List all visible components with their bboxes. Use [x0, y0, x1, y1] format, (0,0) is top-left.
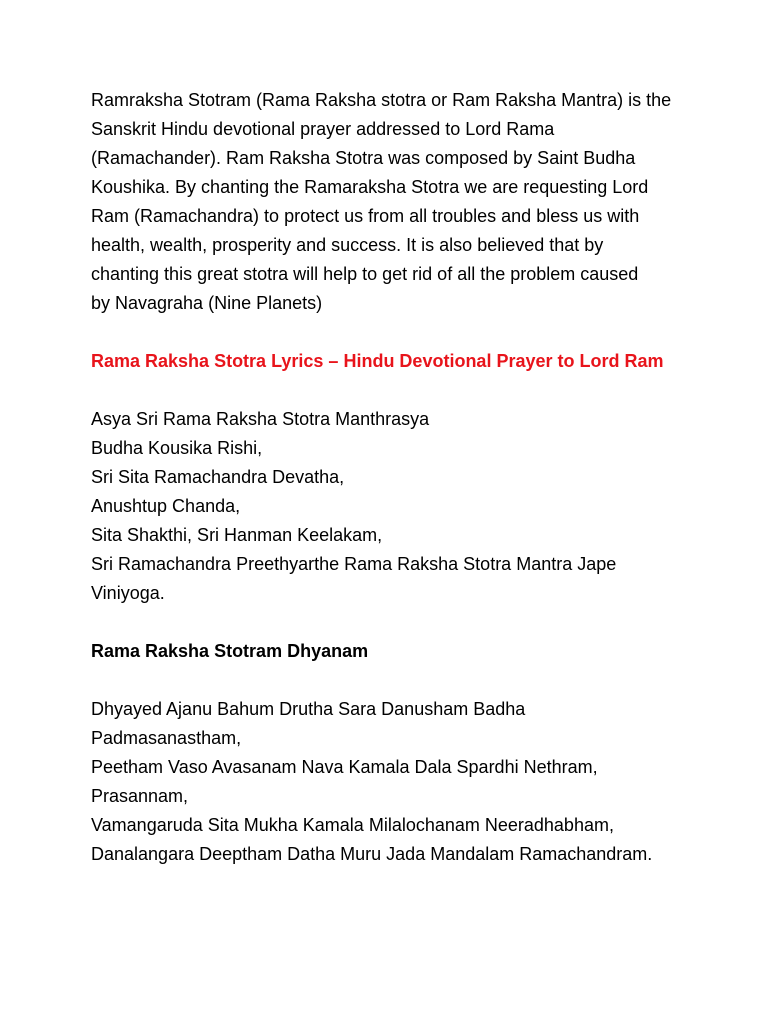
viniyoga-paragraph	[91, 405, 691, 608]
intro-line: Koushika. By chanting the Ramaraksha Stotra we are requesting Lord	[91, 177, 649, 197]
paragraph-spacer	[91, 376, 691, 405]
dhyanam-line: Prasannam,	[91, 786, 189, 806]
dhyanam-paragraph	[91, 695, 691, 869]
viniyoga-line: Sri Sita Ramachandra Devatha,	[91, 467, 345, 487]
viniyoga-line: Sita Shakthi, Sri Hanman Keelakam,	[91, 525, 383, 545]
dhyanam-line: Danalangara Deeptham Datha Muru Jada Mandalam Ramachandram.	[91, 844, 653, 864]
dhyanam-line: Vamangaruda Sita Mukha Kamala Milalochanam Neeradhabham,	[91, 815, 614, 835]
intro-line: Ram (Ramachandra) to protect us from all troubles and bless us with	[91, 206, 640, 226]
dhyanam-line: Peetham Vaso Avasanam Nava Kamala Dala Spardhi Nethram,	[91, 757, 598, 777]
paragraph-spacer	[91, 608, 691, 637]
paragraph-spacer	[91, 666, 691, 695]
viniyoga-line: Viniyoga.	[91, 583, 165, 603]
intro-line: chanting this great stotra will help to get rid of all the problem caused	[91, 264, 639, 284]
intro-line: health, wealth, prosperity and success. It is also believed that by	[91, 235, 604, 255]
dhyanam-line: Padmasanastham,	[91, 728, 242, 748]
lyrics-heading: Rama Raksha Stotra Lyrics – Hindu Devotional Prayer to Lord Ram	[91, 351, 664, 371]
intro-line: (Ramachander). Ram Raksha Stotra was composed by Saint Budha	[91, 148, 636, 168]
viniyoga-line: Budha Kousika Rishi,	[91, 438, 263, 458]
viniyoga-line: Asya Sri Rama Raksha Stotra Manthrasya	[91, 409, 430, 429]
dhyanam-line: Dhyayed Ajanu Bahum Drutha Sara Danusham Badha	[91, 699, 526, 719]
dhyanam-heading: Rama Raksha Stotram Dhyanam	[91, 641, 369, 661]
intro-line: Ramraksha Stotram (Rama Raksha stotra or Ram Raksha Mantra) is the	[91, 90, 672, 110]
intro-line: by Navagraha (Nine Planets)	[91, 293, 323, 313]
document-page	[91, 86, 691, 869]
paragraph-spacer	[91, 318, 691, 347]
viniyoga-line: Sri Ramachandra Preethyarthe Rama Raksha Stotra Mantra Jape	[91, 554, 617, 574]
intro-paragraph	[91, 86, 691, 318]
viniyoga-line: Anushtup Chanda,	[91, 496, 241, 516]
intro-line: Sanskrit Hindu devotional prayer addressed to Lord Rama	[91, 119, 555, 139]
